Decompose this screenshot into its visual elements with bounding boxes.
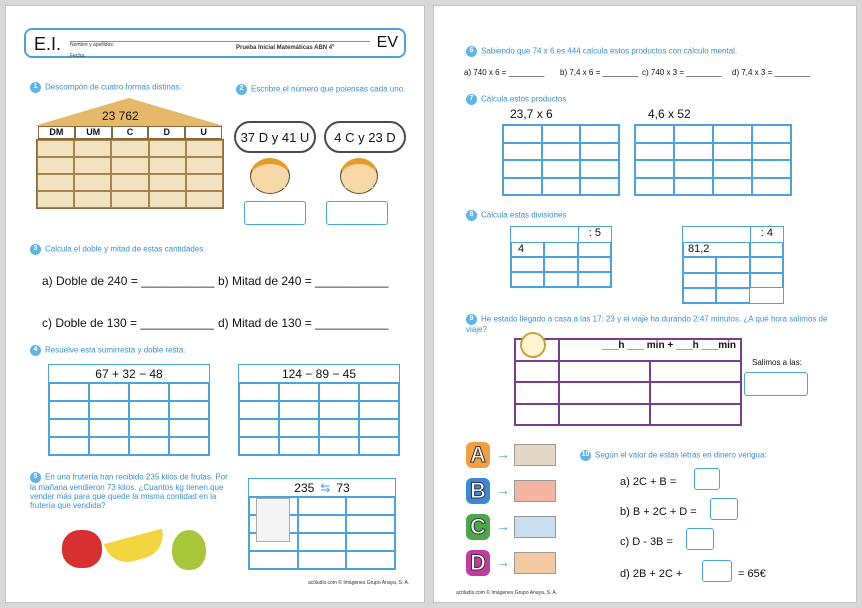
clock-icon — [520, 332, 546, 358]
q10-title — [580, 450, 767, 461]
letter-b-icon: B — [466, 478, 490, 504]
date-field[interactable]: Fecha: — [70, 53, 86, 59]
house-cols — [38, 126, 222, 139]
q5-number: 5 — [30, 472, 41, 483]
thought-bubble-1: 37 D y 41 U — [234, 121, 316, 153]
test-title: Prueba Inicial Matemáticas ABN 4º — [236, 45, 335, 51]
q5-text: En una frutería han recibido 235 kilos de frutas. Por la mañana vendieron 73 kilos. ¿Cuantos kg tienen que vender más para que quede la misma contidad en la frutería que vendida? — [30, 472, 228, 511]
house-grid[interactable] — [36, 139, 224, 209]
q10-c: c) D - 3B = — [620, 536, 673, 548]
q10-box-c[interactable] — [686, 528, 714, 550]
q6-text: Sabiendo que 74 x 6 es 444 calcula estos productos con cálculo mental. — [481, 46, 738, 56]
footer-p1: actiludis.com © Imágenes Grupo Anaya, S. A. — [308, 580, 410, 586]
q3-number: 3 — [30, 244, 41, 255]
q8-div1: : 5 — [578, 227, 611, 242]
q10-box-d[interactable] — [702, 560, 732, 582]
col-u: U — [186, 127, 221, 138]
banknote-10-icon — [514, 480, 556, 502]
q5-num-b: 73 — [336, 480, 350, 495]
col-d: D — [149, 127, 184, 138]
banknote-50-icon — [514, 552, 556, 574]
q3-c[interactable]: c) Doble de 130 = ___________ — [42, 316, 214, 330]
q10-number: 10 — [580, 450, 591, 461]
q6-number: 6 — [466, 46, 477, 57]
girl-face-icon — [250, 158, 290, 194]
swap-arrows-icon: ⇆ — [320, 480, 331, 495]
q10-text: Según el valor de estas letras en dinero verigua: — [595, 450, 767, 460]
q9-answer-label: Salimos a las: — [752, 358, 802, 367]
q4-grid-2[interactable] — [238, 364, 400, 456]
q3-d[interactable]: d) Mitad de 130 = ___________ — [218, 316, 389, 330]
q8-grid-1[interactable] — [510, 226, 612, 288]
q1-title — [30, 82, 182, 93]
letter-d-icon: D — [466, 550, 490, 576]
q2-text: Escribre el número que poiensas cada uno. — [251, 84, 406, 94]
thought-bubble-2: 4 C y 23 D — [324, 121, 406, 153]
q5-title — [30, 472, 230, 511]
q2-title — [236, 84, 405, 95]
level-badge: EV — [376, 34, 398, 51]
q4-number: 4 — [30, 345, 41, 356]
footer-p2: actiludis.com © Imágenes Grupo Anaya, S. A. — [456, 590, 558, 596]
answer-box-2[interactable] — [326, 201, 388, 225]
q1-number: 1 — [30, 82, 41, 93]
q8-num1: 4 — [511, 242, 544, 257]
boy-face-icon — [340, 158, 378, 194]
q7-grid-1[interactable] — [502, 124, 620, 196]
q7-title — [466, 94, 566, 105]
q9-number: 9 — [466, 314, 477, 325]
q8-div2: : 4 — [750, 227, 783, 242]
q8-grid-2[interactable] — [682, 226, 784, 304]
q8-text: Cálcula estas divisiones — [481, 210, 567, 220]
q8-title — [466, 210, 566, 221]
q3-a[interactable]: a) Doble de 240 = ___________ — [42, 274, 215, 288]
col-c: C — [113, 127, 148, 138]
q9-time-row: ___h ___ min + ___h ___min — [559, 339, 741, 361]
q7-number: 7 — [466, 94, 477, 105]
q10-box-b[interactable] — [710, 498, 738, 520]
q10-d: d) 2B + 2C + — [620, 568, 683, 580]
q4-op2: 124 − 89 − 45 — [239, 365, 399, 383]
q1-text: Descompón de cuatro formas distinas. — [45, 82, 182, 92]
banknote-20-icon — [514, 516, 556, 538]
worksheet-page-2 — [433, 5, 857, 603]
q10-a: a) 2C + B = — [620, 476, 677, 488]
q7-op2: 4,6 x 52 — [648, 107, 691, 121]
banana-icon — [104, 529, 168, 568]
header-badge: E.I. — [34, 34, 62, 54]
banknote-5-icon — [514, 444, 556, 466]
header-bar — [24, 28, 406, 58]
down-arrow-icon — [256, 498, 290, 542]
q8-number: 8 — [466, 210, 477, 221]
q4-text: Resuelve esta sumirresta y doble resta. — [45, 345, 186, 355]
q4-op1: 67 + 32 − 48 — [49, 365, 209, 383]
arrow-d: → — [496, 554, 510, 570]
pear-icon — [172, 530, 206, 570]
q9-title — [466, 314, 836, 334]
answer-box-1[interactable] — [244, 201, 306, 225]
q10-b: b) B + 2C + D = — [620, 506, 697, 518]
q10-d-result: = 65€ — [738, 568, 766, 580]
q4-grid-1[interactable] — [48, 364, 210, 456]
q9-answer-box[interactable] — [744, 372, 808, 396]
q5-num-a: 235 — [294, 480, 315, 495]
q9-text: He estado llegado a casa a las 17: 23 y el viaje ha durando 2:47 minutos. ¿A qué hora salimos de viaje? — [466, 314, 828, 334]
arrow-a: → — [496, 446, 510, 462]
q7-grid-2[interactable] — [634, 124, 792, 196]
col-dm: DM — [39, 127, 74, 138]
q4-title — [30, 345, 186, 356]
q6-item-d[interactable]: d) 7,4 x 3 = ________ — [732, 68, 811, 77]
name-field[interactable]: Nombre y apellidos: — [70, 33, 370, 42]
house-number: 23 762 — [102, 109, 139, 123]
q10-box-a[interactable] — [694, 468, 720, 490]
letter-a-icon: A — [466, 442, 490, 468]
q6-item-b[interactable]: b) 7,4 x 6 = ________ — [560, 68, 639, 77]
apple-icon — [62, 530, 102, 568]
arrow-b: → — [496, 482, 510, 498]
worksheet-page-1 — [5, 5, 425, 603]
q3-text: Calcula el doble y mitad de estas cantidades — [45, 244, 204, 254]
q8-num2: 81,2 — [683, 242, 750, 257]
q6-item-a[interactable]: a) 740 x 6 = ________ — [464, 68, 545, 77]
q2-number: 2 — [236, 84, 247, 95]
arrow-c: → — [496, 518, 510, 534]
q7-text: Cálcula estos productos — [481, 94, 567, 104]
q3-title — [30, 244, 203, 255]
col-um: UM — [76, 127, 111, 138]
q3-b[interactable]: b) Mitad de 240 = ___________ — [218, 274, 389, 288]
q9-grid[interactable] — [514, 338, 742, 426]
letter-c-icon: C — [466, 514, 490, 540]
q6-title — [466, 46, 737, 57]
q6-item-c[interactable]: c) 740 x 3 = ________ — [642, 68, 722, 77]
q7-op1: 23,7 x 6 — [510, 107, 553, 121]
